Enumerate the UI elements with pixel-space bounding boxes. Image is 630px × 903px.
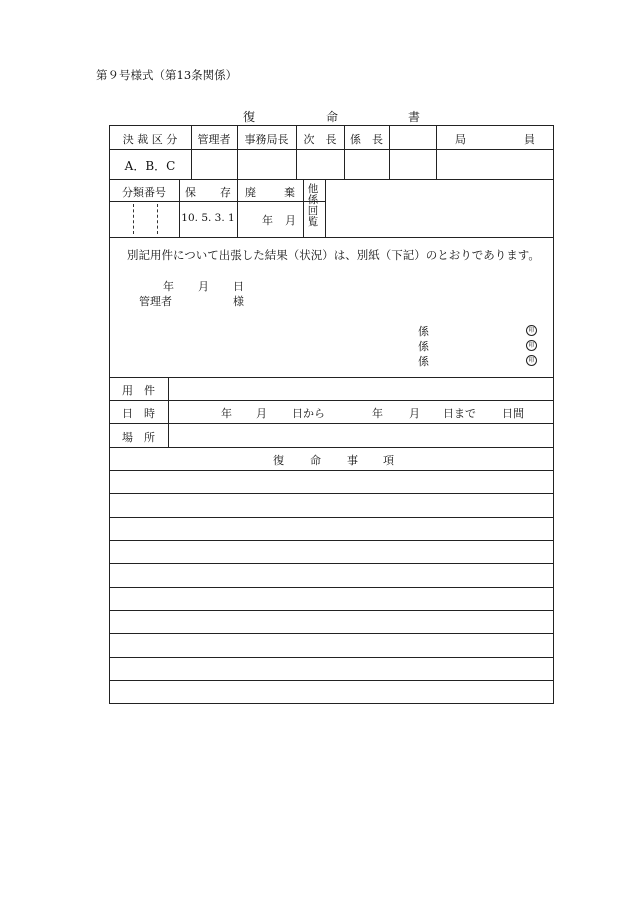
- seal-mark-2: 印: [526, 340, 537, 351]
- ruled-line: [109, 563, 554, 564]
- ruled-line: [109, 633, 554, 634]
- ruled-line: [109, 517, 554, 518]
- matters-heading-4: 項: [383, 454, 394, 467]
- ruled-line: [109, 540, 554, 541]
- from-month: 月: [256, 407, 267, 420]
- matters-heading-1: 復: [273, 454, 284, 467]
- title-char-2: 命: [326, 110, 339, 124]
- bunrui-dashed-line-1: [133, 204, 134, 234]
- report-date-month: 月: [198, 280, 209, 293]
- haiki-label-2: 棄: [284, 186, 295, 199]
- bunrui-label: 分類番号: [122, 186, 166, 199]
- hozon-value: 10. 5. 3. 1: [181, 212, 235, 224]
- ruled-line: [109, 657, 554, 658]
- seal-mark-3: 印: [526, 355, 537, 366]
- matters-heading-3: 事: [347, 454, 358, 467]
- ruled-line: [109, 610, 554, 611]
- ruled-line: [109, 493, 554, 494]
- approval-header-deputy: 次 長: [303, 133, 337, 146]
- haiki-year: 年: [262, 214, 273, 227]
- signer-label-2: 係: [418, 340, 429, 353]
- report-date-day: 日: [233, 280, 244, 293]
- approval-header-chief: 係 長: [350, 133, 383, 146]
- nichiji-label: 日 時: [122, 407, 155, 420]
- title-char-1: 復: [243, 110, 256, 124]
- report-date-year: 年: [163, 280, 174, 293]
- report-addressee: 管理者: [139, 295, 172, 308]
- taka-kairan-label: 他係回覧: [307, 183, 319, 228]
- report-honorific: 様: [233, 295, 244, 308]
- signer-label-3: 係: [418, 355, 429, 368]
- approval-header-class: 決 裁 区 分: [122, 133, 178, 146]
- document-title: [0, 108, 630, 124]
- matters-heading-2: 命: [310, 454, 321, 467]
- from-day: 日から: [292, 407, 325, 420]
- yoken-label: 用 件: [122, 384, 155, 397]
- days-count: 日間: [502, 407, 524, 420]
- approval-header-manager: 管理者: [197, 133, 231, 146]
- approval-class-value: A．B．C: [124, 159, 176, 173]
- approval-header-secretary-general: 事務局長: [244, 133, 289, 146]
- haiki-label-1: 廃: [245, 186, 256, 199]
- hozon-label-1: 保: [185, 186, 196, 199]
- approval-header-kyoku: 局: [455, 133, 466, 146]
- form-frame: [109, 125, 554, 704]
- signer-label-1: 係: [418, 325, 429, 338]
- to-month: 月: [409, 407, 420, 420]
- bunrui-dashed-line-2: [157, 204, 158, 234]
- title-char-3: 書: [408, 110, 421, 124]
- to-year: 年: [372, 407, 383, 420]
- haiki-month: 月: [285, 214, 296, 227]
- form-number-label: 第９号様式（第13条関係）: [96, 68, 238, 82]
- basho-label: 場 所: [122, 431, 155, 444]
- ruled-line: [109, 587, 554, 588]
- approval-header-in: 員: [524, 133, 535, 146]
- to-day: 日まで: [443, 407, 476, 420]
- hozon-label-2: 存: [220, 186, 231, 199]
- seal-mark-1: 印: [526, 325, 537, 336]
- ruled-line: [109, 680, 554, 681]
- from-year: 年: [221, 407, 232, 420]
- report-statement: 別記用件について出張した結果（状況）は、別紙（下記）のとおりであります。: [127, 248, 540, 262]
